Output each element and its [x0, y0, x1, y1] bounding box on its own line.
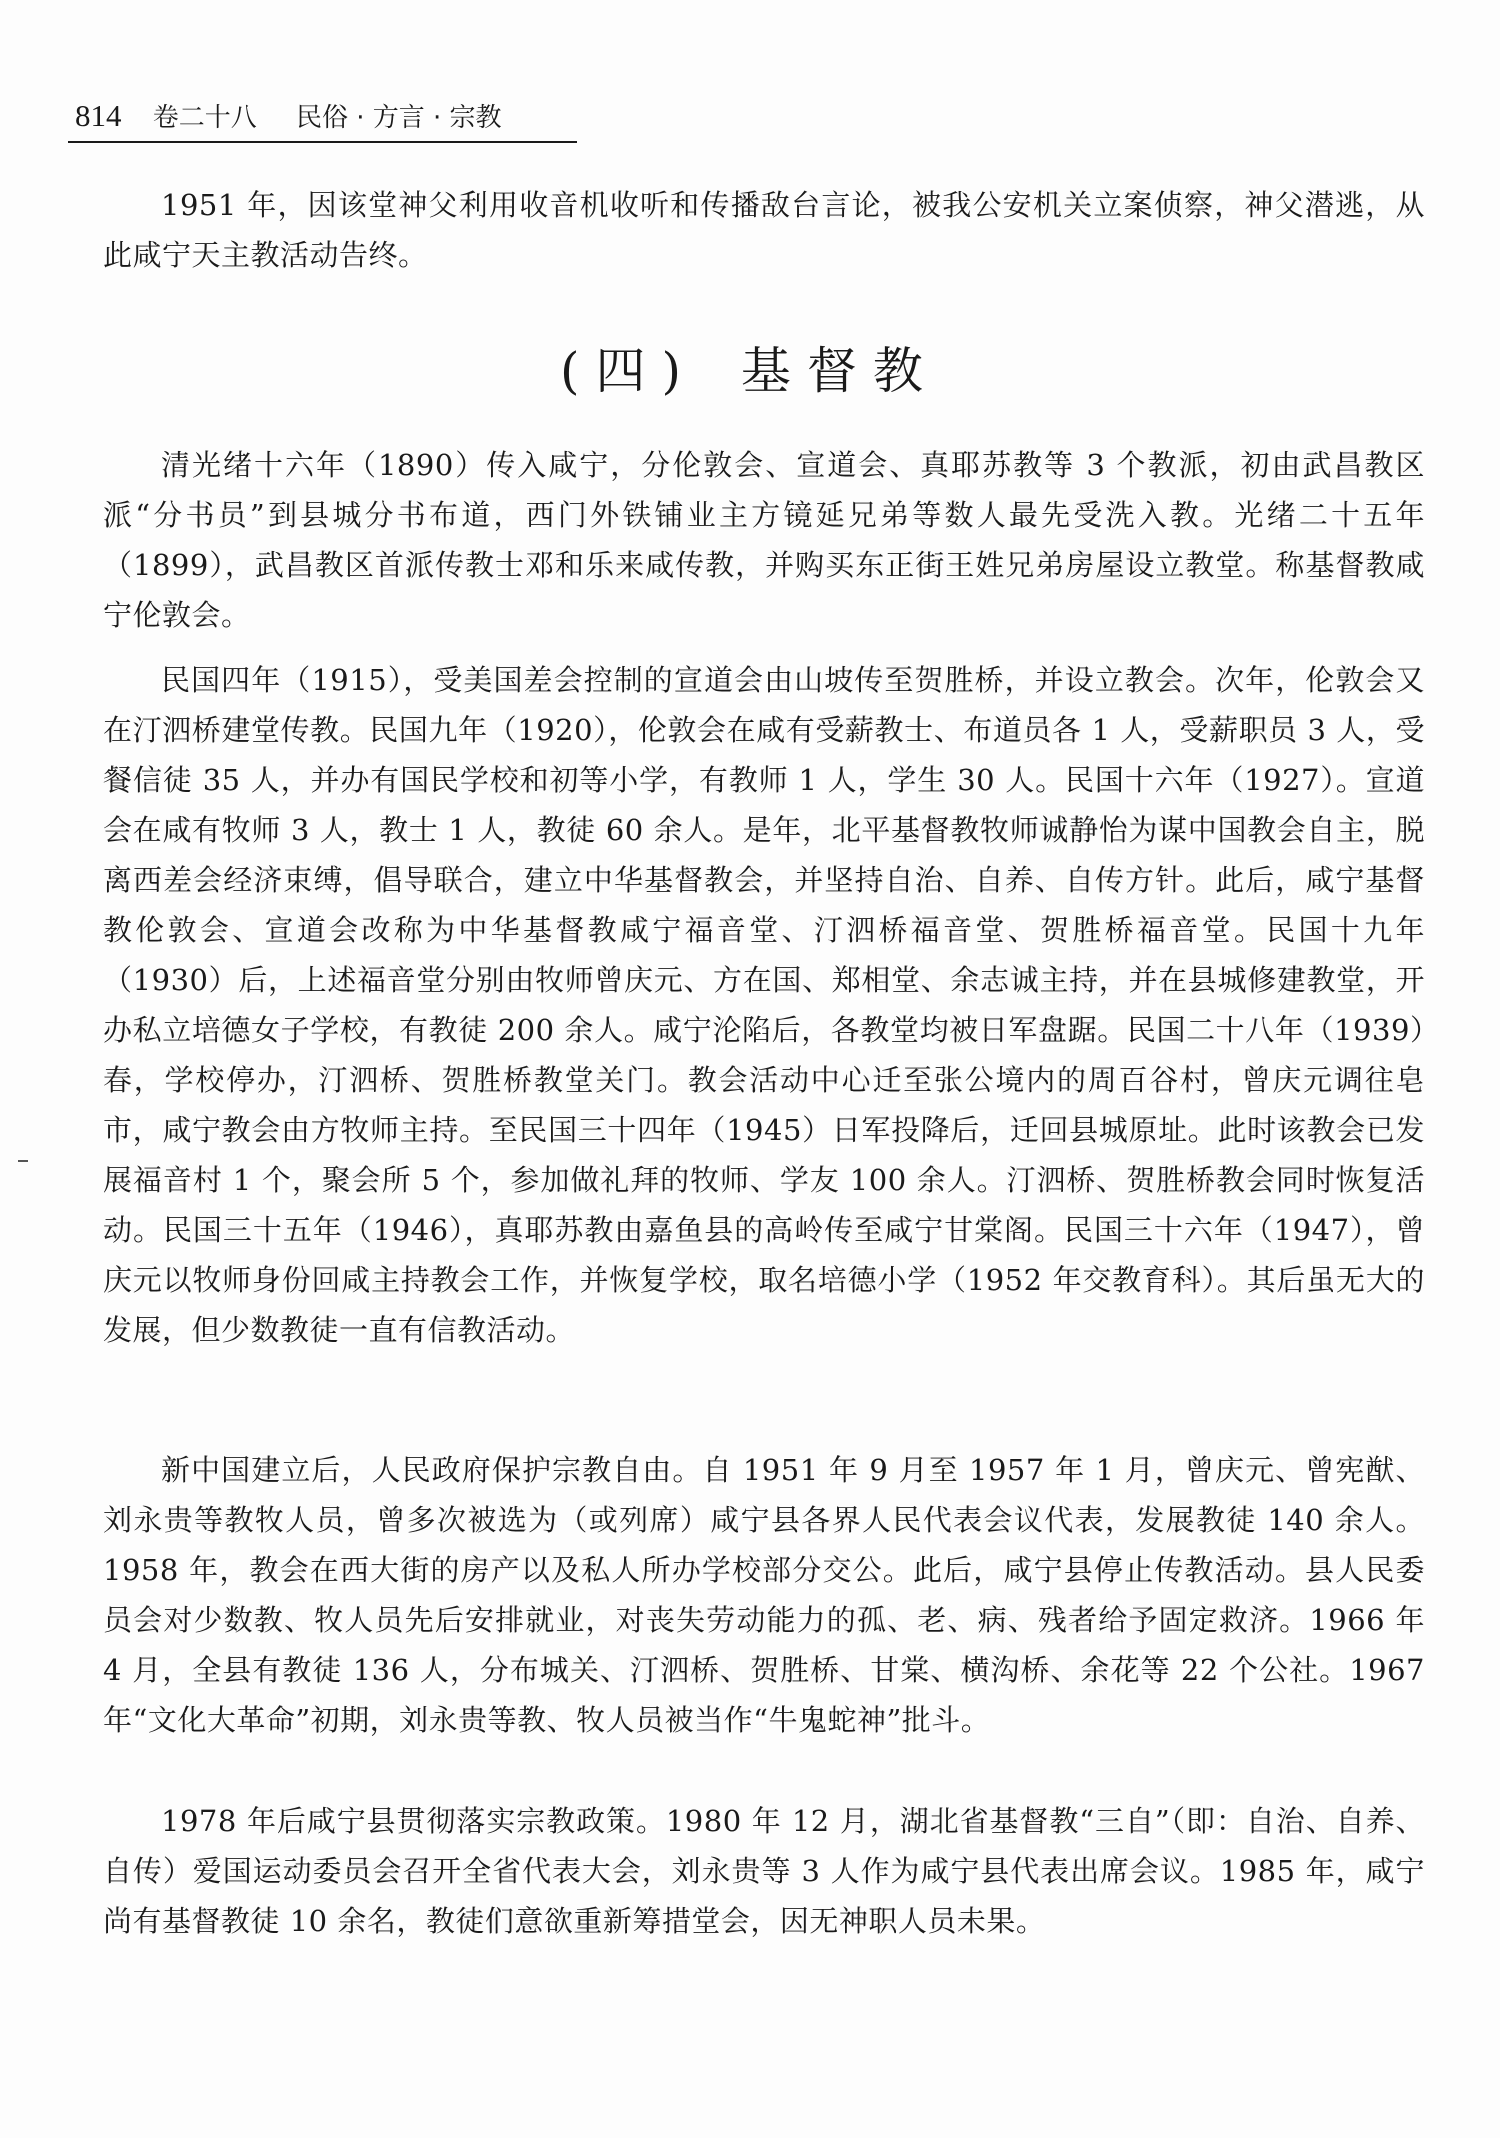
- heading-title: 基督教: [740, 342, 939, 400]
- volume-label: 卷二十八: [152, 103, 257, 133]
- page-number: 814: [75, 98, 122, 133]
- section-label: 民俗 · 方言 · 宗教: [295, 103, 502, 133]
- heading-number: (四): [560, 342, 698, 400]
- body-paragraph: 1978 年后咸宁县贯彻落实宗教政策。1980 年 12 月，湖北省基督教“三自”（即：自治、自养、自传）爱国运动委员会召开全省代表大会，刘永贵等 3 人作为咸宁县代表出席会议。1985 年，咸宁尚有基督教徒 10 余名，教徒们意欲重新筹措堂会，因无神职人员未果。: [103, 1804, 1425, 1938]
- intro-paragraph: 1951 年，因该堂神父利用收音机收听和传播敌台言论，被我公安机关立案侦察，神父潜逃，从此咸宁天主教活动告终。: [103, 188, 1425, 272]
- running-header: [75, 96, 577, 136]
- header-rule: [68, 141, 577, 143]
- body-paragraph: 民国四年（1915），受美国差会控制的宣道会由山坡传至贺胜桥，并设立教会。次年，伦敦会又在汀泗桥建堂传教。民国九年（1920），伦敦会在咸有受薪教士、布道员各 1 人，受薪职员 3 人，受餐信徒 35 人，并办有国民学校和初等小学，有教师 1 人，学生 30 人。民国十六年（1927）。宣道会在咸有牧师 3 人，教士 1 人，教徒 60 余人。是年，北平基督教牧师诚静怡为谋中国教会自主，脱离西差会经济束缚，倡导联合，建立中华基督教会，并坚持自治、自养、自传方针。此后，咸宁基督教伦敦会、宣道会改称为中华基督教咸宁福音堂、汀泗桥福音堂、贺胜桥福音堂。民国十九年（1930）后，上述福音堂分别由牧师曾庆元、方在国、郑相堂、余志诚主持，并在县城修建教堂，开办私立培德女子学校，有教徒 200 余人。咸宁沦陷后，各教堂均被日军盘踞。民国二十八年（1939）春，学校停办，汀泗桥、贺胜桥教堂关门。教会活动中心迁至张公境内的周百谷村，曾庆元调往皂市，咸宁教会由方牧师主持。至民国三十四年（1945）日军投降后，迁回县城原址。此时该教会已发展福音村 1 个，聚会所 5 个，参加做礼拜的牧师、学友 100 余人。汀泗桥、贺胜桥教会同时恢复活动。民国三十五年（1946），真耶苏教由嘉鱼县的高岭传至咸宁甘棠阁。民国三十六年（1947），曾庆元以牧师身份回咸主持教会工作，并恢复学校，取名培德小学（1952 年交教育科）。其后虽无大的发展，但少数教徒一直有信教活动。: [103, 663, 1425, 1347]
- body-paragraph: 新中国建立后，人民政府保护宗教自由。自 1951 年 9 月至 1957 年 1 月，曾庆元、曾宪猷、刘永贵等教牧人员，曾多次被选为（或列席）咸宁县各界人民代表会议代表，发展教徒 140 余人。1958 年，教会在西大街的房产以及私人所办学校部分交公。此后，咸宁县停止传教活动。县人民委员会对少数教、牧人员先后安排就业，对丧失劳动能力的孤、老、病、残者给予固定救济。1966 年 4 月，全县有教徒 136 人，分布城关、汀泗桥、贺胜桥、甘棠、横沟桥、余花等 22 个公社。1967 年“文化大革命”初期，刘永贵等教、牧人员被当作“牛鬼蛇神”批斗。: [103, 1453, 1425, 1737]
- section-heading: [560, 336, 980, 406]
- body-paragraph: 清光绪十六年（1890）传入咸宁，分伦敦会、宣道会、真耶苏教等 3 个教派，初由武昌教区派“分书员”到县城分书布道，西门外铁铺业主方镜延兄弟等数人最先受洗入教。光绪二十五年（1899），武昌教区首派传教士邓和乐来咸传教，并购买东正街王姓兄弟房屋设立教堂。称基督教咸宁伦敦会。: [103, 448, 1425, 632]
- margin-mark: [18, 1160, 28, 1162]
